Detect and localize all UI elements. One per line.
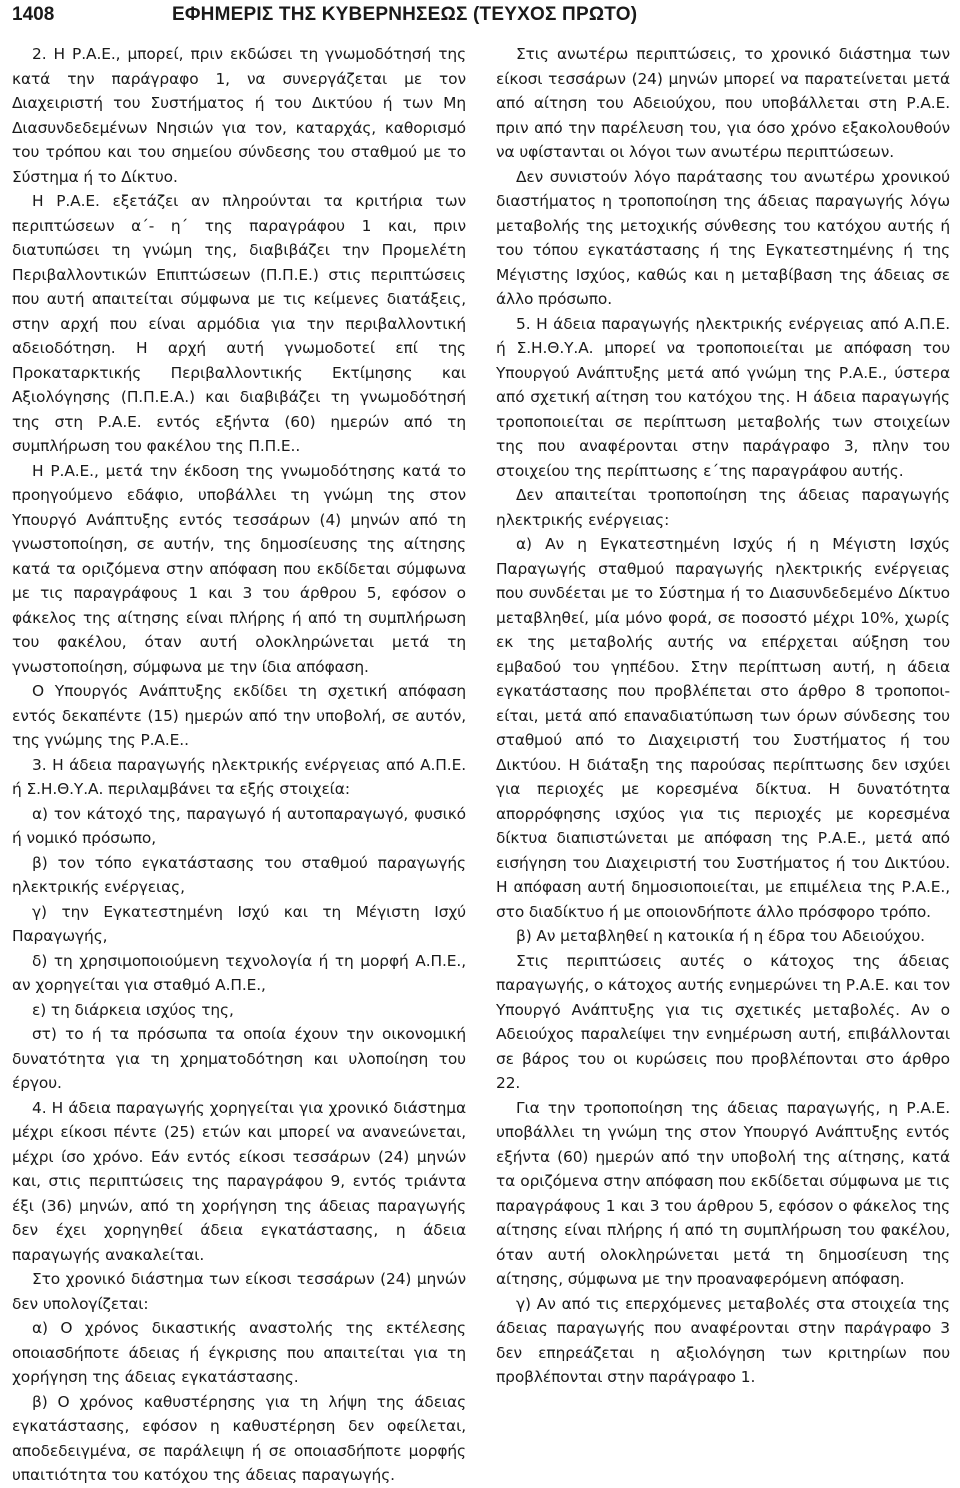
list-item: γ) την Εγκατεστημένη Ισχύ και τη Μέγιστη Ισχύ Παραγωγής, (12, 902, 466, 945)
list-item: γ) Αν από τις επερχόμενες μεταβολές στα στοιχεία της άδειας παραγωγής που αναφέρονται στην παράγραφο 3 δεν επηρεάζεται η αξιολόγηση των κριτηρίων που προβλέπονται στην παράγραφο 1. (496, 1294, 950, 1386)
paragraph: Για την τροποποίηση της άδειας παραγωγής, η Ρ.Α.Ε. υποβάλλει τη γνώμη της στον Υπουργό Ανάπτυξης εντός εξήντα (60) ημερών από την υποβολή της αίτησης, κατά τα οριζόμενα στην απόφαση που εκδίδεται σύμφωνα με τις παραγράφους 1 και 3 του άρθρου 5, εφόσον ο φάκελος της αίτησης είναι πλήρης ή από τη συμπλήρωση του φακέλου, όταν αυτή ολοκληρώνεται μετά τη δημοσίευση της αίτησης, σύμφωνα με την προαναφερόμενη απόφαση. (496, 1098, 950, 1288)
list-item: β) Αν μεταβληθεί η κατοικία ή η έδρα του Αδειούχου. (516, 927, 925, 945)
paragraph: Η Ρ.Α.Ε., μετά την έκδοση της γνωμοδότησης κατά το προηγούμενο εδάφιο, υποβάλλει τη γνώμη της στον Υπουργό Ανάπτυξης εντός τεσσάρων (4) μηνών από τη γνωστοποίηση, σε αυτήν, της δημοσίευσης της αίτησης κατά τα οριζόμενα στην απόφαση που εκδίδεται σύμφωνα με τις παραγράφους 1 και 3 του άρθρου 5, εφόσον ο φάκελος της αίτησης είναι πλήρης ή από τη συμπλήρωση του φακέλου, όταν αυτή ολοκληρώνεται μετά τη γνωστοποίηση, σύμφωνα με την ίδια απόφαση. (12, 461, 466, 676)
page-header (12, 4, 950, 34)
paragraph: 5. Η άδεια παραγωγής ηλεκτρικής ενέργειας από Α.Π.Ε. ή Σ.Η.Θ.Υ.Α. μπορεί να τροποποιείται με απόφαση του Υπουργού Ανάπτυξης μετά από γνώμη της Ρ.Α.Ε., ύστερα από σχετική αίτηση του κατόχου της. Η άδεια παραγωγής τροποποιείται σε περίπτωση μεταβολής των στοιχείων της που αναφέρονται στην παράγραφο 3, πλην του στοιχείου της περίπτωσης ε΄της παραγράφου αυτής. (496, 314, 950, 480)
list-item: δ) τη χρησιμοποιούμενη τεχνολογία ή τη μορφή Α.Π.Ε., αν χορηγείται για σταθμό Α.Π.Ε., (12, 951, 466, 994)
paragraph: Η Ρ.Α.Ε. εξετάζει αν πληρούνται τα κριτήρια των περιπτώσεων α΄- η΄ της παραγράφου 1 και, πριν διατυπώσει τη γνώμη της, διαβιβάζει την Προμελέτη Περιβαλλοντικών Επιπτώσεων (Π.Π.Ε.) στις περιπτώσεις που αυτή απαιτείται σύμφωνα με τις κείμενες διατάξεις, στην αρχή που είναι αρμόδια για την περιβαλλοντική αδειοδότηση. Η αρχή αυτή γνωμοδοτεί επί της Προκαταρκτικής Περιβαλλοντικής Εκτίμησης και Αξιολόγησης (Π.Π.Ε.Α.) και διαβιβάζει τη γνωμοδότησή της στη Ρ.Α.Ε. εντός εξήντα (60) ημερών από τη συμπλήρωση του φακέλου της Π.Π.Ε.. (12, 192, 466, 455)
paragraph: Δεν συνιστούν λόγο παράτασης του ανωτέρω χρονικού διαστήματος η τροποποίηση της άδειας παραγωγής λόγω μεταβολής της μετοχικής σύνθεσης του κατόχου αυτής ή του τόπου εγκατάστασης ή της Εγκατεστημένης ή της Μέγιστης Ισχύος, καθώς και η μεταβίβαση της άδειας σε άλλο πρόσωπο. (496, 167, 950, 308)
list-item: α) τον κάτοχό της, παραγωγό ή αυτοπαραγωγό, φυσικό ή νομικό πρόσωπο, (12, 804, 466, 847)
list-item: α) Αν η Εγκατεστημένη Ισχύς ή η Μέγιστη Ισχύς Παραγωγής σταθμού παραγωγής ηλεκτρικής ενέργειας που συνδέεται με το Σύστημα ή το Διασυνδεδεμένο Δίκτυο μεταβληθεί, μία μόνο φορά, σε ποσοστό μέχρι 10%, χωρίς εκ της μεταβολής αυτής να επέρχεται αύξηση του εμβαδού του γηπέδου. Στην περίπτωση αυτή, η άδεια εγκατάστασης που προβλέπεται στο άρθρο 8 τροποποι-είται, μετά από επαναδιατύπωση των όρων σύνδεσης του σταθμού από το Διαχειριστή του Συστήματος ή του Δικτύου. Η διάταξη της παρούσας περίπτωσης δεν ισχύει για περιοχές με κορεσμένα δίκτυα. Η δυνατότητα απορρόφησης ισχύος για τις περιοχές με κορεσμένα δίκτυα διαπιστώνεται με απόφαση της Ρ.Α.Ε., μετά από εισήγηση του Διαχειριστή του Συστήματος ή του Δικτύου. Η απόφαση αυτή δημοσιοποιείται, με επιμέλεια της Ρ.Α.Ε., στο διαδίκτυο ή με οποιονδήποτε άλλο πρόσφορο τρόπο. (496, 535, 950, 921)
list-item: β) Ο χρόνος καθυστέρησης για τη λήψη της άδειας εγκατάστασης, εφόσον η καθυστέρηση δεν οφείλεται, αποδεδειγμένα, σε παράλειψη ή σε οποιασδήποτε μορφής υπαιτιότητα του κατόχου της άδειας παραγωγής. (12, 1392, 466, 1484)
page-number: 1408 (12, 4, 55, 25)
paragraph: 4. Η άδεια παραγωγής χορηγείται για χρονικό διάστημα μέχρι είκοσι πέντε (25) ετών και μπορεί να ανανεώνεται, μέχρι ίσο χρόνο. Εάν εντός είκοσι τεσσάρων (24) μηνών και, στις περιπτώσεις της παραγράφου 9, εντός τριάντα έξι (36) μηνών, από τη χορήγηση της άδειας παραγωγής δεν έχει χορηγηθεί άδεια εγκατάστασης, η άδεια παραγωγής ανακαλείται. (12, 1098, 466, 1264)
paragraph: 2. Η Ρ.Α.Ε., μπορεί, πριν εκδώσει τη γνωμοδότησή της κατά την παράγραφο 1, να συνεργάζεται με τον Διαχειριστή του Συστήματος ή του Δικτύου ή των Μη Διασυνδεδεμένων Νησιών για τον, καταρχάς, καθορισμό του τρόπου και του σημείου σύνδεσης του σταθμού με το Σύστημα ή το Δίκτυο. (12, 45, 466, 186)
gazette-page (0, 4, 960, 1484)
paragraph: Στο χρονικό διάστημα των είκοσι τεσσάρων (24) μηνών δεν υπολογίζεται: (12, 1270, 466, 1313)
paragraph: 3. Η άδεια παραγωγής ηλεκτρικής ενέργειας από Α.Π.Ε. ή Σ.Η.Θ.Υ.Α. περιλαμβάνει τα εξής στοιχεία: (12, 755, 466, 798)
paragraph: Στις περιπτώσεις αυτές ο κάτοχος της άδειας παραγωγής, ο κάτοχος αυτής ενημερώνει τη Ρ.Α.Ε. και τον Υπουργό Ανάπτυξης για τις σχετικές μεταβολές. Αν ο Αδειούχος παραλείψει την ενημέρωση αυτή, επιβάλλονται σε βάρος του οι κυρώσεις που προβλέπονται στο άρθρο 22. (496, 951, 951, 1092)
right-column (496, 42, 950, 1488)
journal-title: ΕΦΗΜΕΡΙΣ ΤΗΣ ΚΥΒΕΡΝΗΣΕΩΣ (ΤΕΥΧΟΣ ΠΡΩΤΟ) (172, 4, 638, 25)
list-item: α) Ο χρόνος δικαστικής αναστολής της εκτέλεσης οποιασδήποτε άδειας ή έγκρισης που απαιτείται για τη χορήγηση της άδειας εγκατάστασης. (12, 1319, 466, 1386)
list-item: β) τον τόπο εγκατάστασης του σταθμού παραγωγής ηλεκτρικής ενέργειας, (12, 853, 466, 896)
list-item: ε) τη διάρκεια ισχύος της, (32, 1000, 234, 1019)
left-column (12, 42, 466, 1488)
body-columns (12, 42, 950, 1488)
paragraph: Στις ανωτέρω περιπτώσεις, το χρονικό διάστημα των είκοσι τεσσάρων (24) μηνών μπορεί να παρατείνεται μετά από αίτηση του Αδειούχου, που υποβάλλεται στη Ρ.Α.Ε. πριν από την παρέλευση του, για όσο χρόνο εξακολουθούν να υφίστανται οι λόγοι των ανωτέρω περιπτώσεων. (496, 45, 950, 161)
paragraph: Ο Υπουργός Ανάπτυξης εκδίδει τη σχετική απόφαση εντός δεκαπέντε (15) ημερών από την υποβολή, σε αυτόν, της γνώμης της Ρ.Α.Ε.. (12, 682, 466, 749)
list-item: στ) το ή τα πρόσωπα τα οποία έχουν την οικονομική δυνατότητα για τη χρηματοδότηση και υλοποίηση του έργου. (12, 1025, 466, 1092)
paragraph: Δεν απαιτείται τροποποίηση της άδειας παραγωγής ηλεκτρικής ενέργειας: (496, 486, 950, 529)
